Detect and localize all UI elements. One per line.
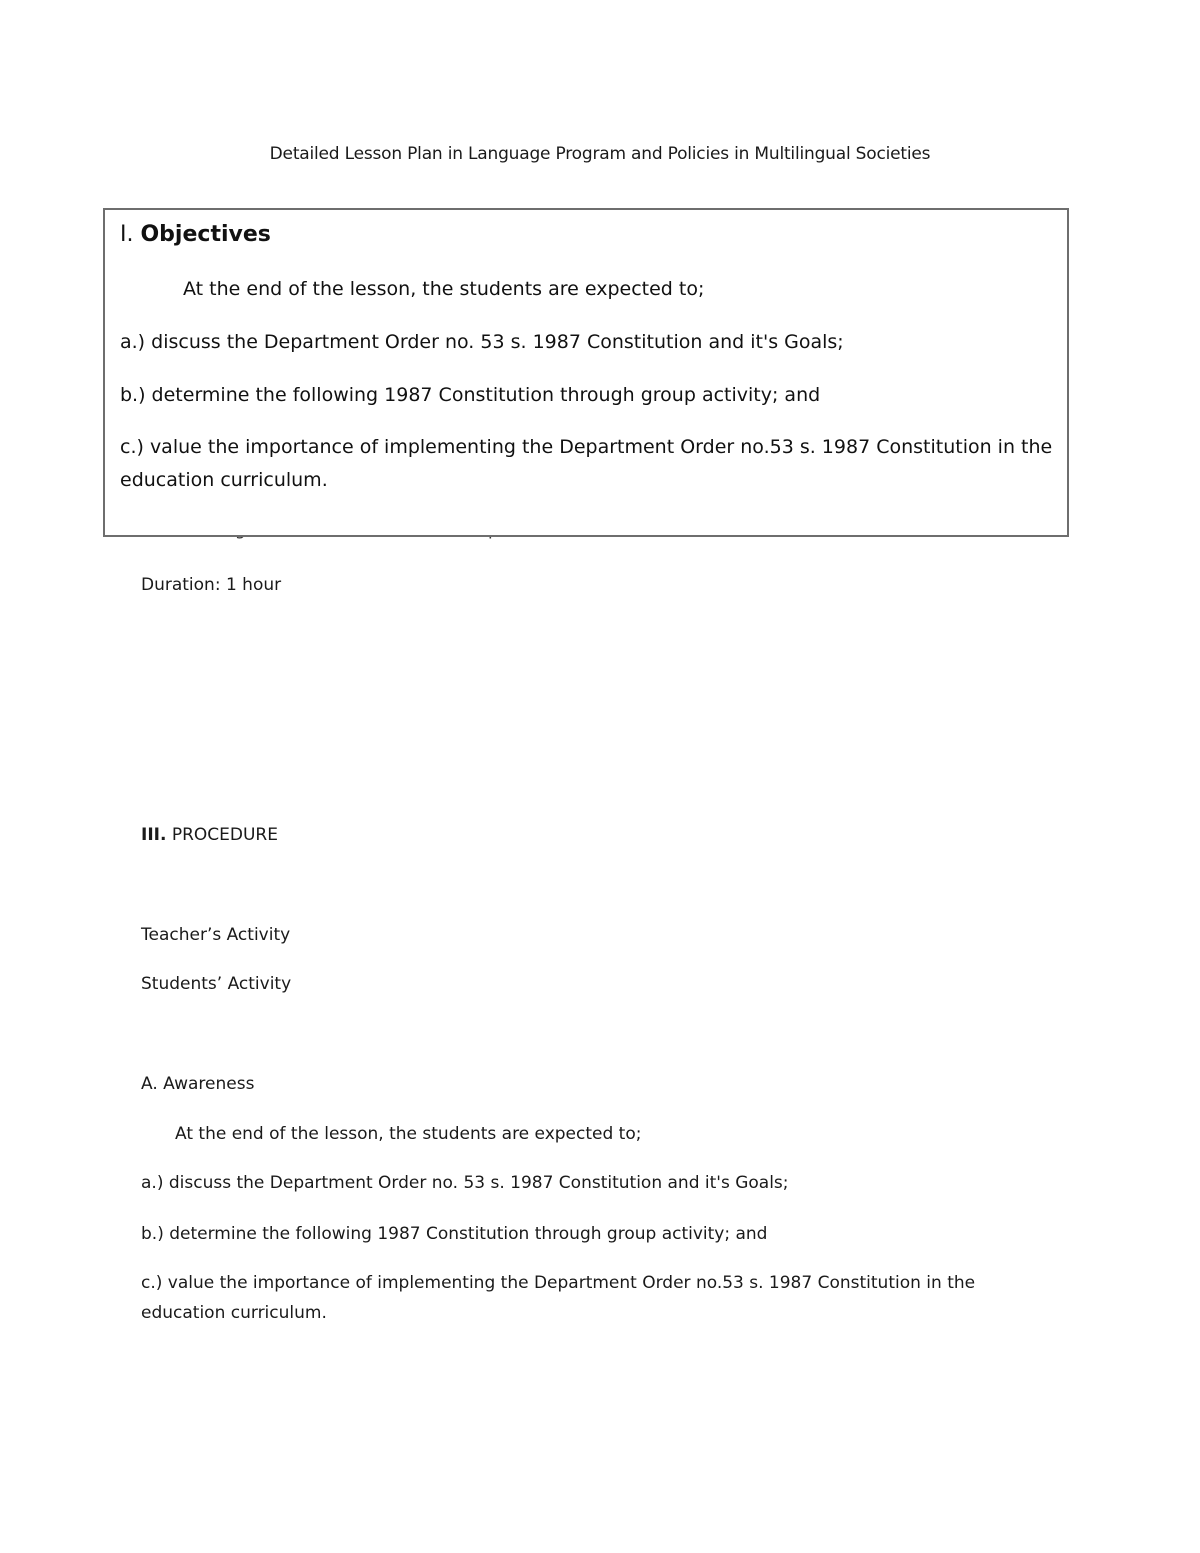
procedure-heading-prefix: III.	[141, 825, 167, 845]
objectives-intro: At the end of the lesson, the students are expected to;	[183, 278, 705, 300]
duration-text: Duration: 1 hour	[141, 575, 282, 595]
procedure-heading-text: PROCEDURE	[171, 825, 278, 845]
document-title: Detailed Lesson Plan in Language Program and Policies in Multilingual Societies	[269, 144, 931, 164]
objectives-heading	[120, 222, 271, 247]
objective-item-c: c.) value the importance of implementing the Department Order no.53 s. 1987 Constitution in the education curriculum.	[120, 436, 1053, 491]
awareness-item-a: a.) discuss the Department Order no. 53 s. 1987 Constitution and it's Goals;	[141, 1173, 789, 1193]
awareness-item-b: b.) determine the following 1987 Constitution through group activity; and	[141, 1224, 768, 1244]
students-activity-label: Students’ Activity	[141, 974, 292, 994]
awareness-item-c: c.) value the importance of implementing the Department Order no.53 s. 1987 Constitution in the education curriculum.	[141, 1273, 976, 1323]
objectives-heading-prefix: I.	[120, 222, 134, 247]
objective-item-a: a.) discuss the Department Order no. 53 s. 1987 Constitution and it's Goals;	[120, 331, 844, 353]
procedure-heading	[141, 820, 278, 850]
awareness-heading: A. Awareness	[141, 1074, 255, 1094]
objective-item-b: b.) determine the following 1987 Constitution through group activity; and	[120, 384, 821, 406]
objectives-heading-text: Objectives	[140, 222, 271, 247]
objectives-box	[103, 208, 1069, 537]
teacher-activity-label: Teacher’s Activity	[141, 925, 291, 945]
awareness-intro: At the end of the lesson, the students are expected to;	[175, 1124, 642, 1144]
